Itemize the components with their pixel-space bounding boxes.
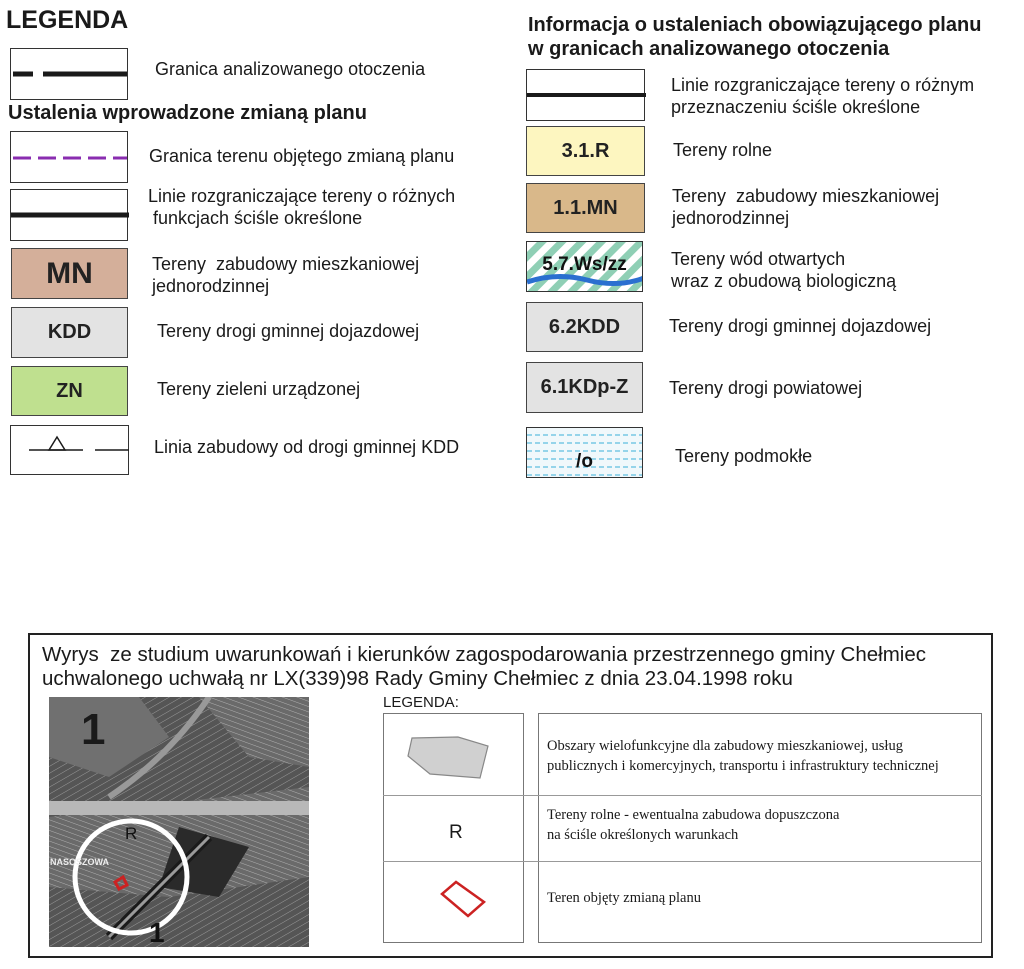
- study-legend-divider-1: [383, 795, 982, 796]
- o-label: Tereny podmokłe: [675, 446, 813, 466]
- change-area-icon: [436, 876, 492, 920]
- multifunction-area-text: Obszary wielofunkcyjne dla zabudowy mieszkaniowej, usług publicznych i komercyjnych, transportu i infrastruktury technicznej: [547, 738, 939, 774]
- dividing-lines-label: Linie rozgraniczające tereny o różnych funkcjach ściśle określone: [148, 186, 456, 228]
- study-map: [49, 697, 309, 947]
- triangle-line-icon: [11, 426, 130, 476]
- r-label: Tereny rolne: [673, 140, 773, 160]
- o-code: /o: [576, 451, 593, 472]
- change-boundary-label: Granica terenu objętego zmianą planu: [149, 146, 455, 166]
- mn-label: Tereny zabudowy mieszkaniowej jednorodzinnej: [152, 254, 420, 296]
- map-r-label: R: [125, 824, 138, 843]
- dividing-lines-swatch: [10, 189, 128, 241]
- zn-label: Tereny zieleni urządzonej: [157, 379, 361, 399]
- legend-title: LEGENDA: [6, 6, 129, 34]
- building-line-label: Linia zabudowy od drogi gminnej KDD: [154, 437, 460, 457]
- purple-dash-line-icon: [11, 132, 129, 184]
- agri-symbol: R: [449, 822, 463, 843]
- kdp-label: Tereny drogi powiatowej: [669, 378, 863, 398]
- kdp-swatch: 6.1KDp-Z: [526, 362, 643, 413]
- ws-swatch: [526, 241, 643, 292]
- legend-subtitle: Ustalenia wprowadzone zmianą planu: [8, 102, 367, 124]
- right-legend-title: Informacja o ustaleniach obowiązującego planu w granicach analizowanego otoczenia: [528, 14, 982, 60]
- mn-swatch: MN: [11, 248, 128, 299]
- change-boundary-swatch: [10, 131, 128, 183]
- kdd-plan-label: Tereny drogi gminnej dojazdowej: [669, 316, 932, 336]
- kdd-label: Tereny drogi gminnej dojazdowej: [157, 321, 420, 341]
- change-area-text: Teren objęty zmianą planu: [547, 890, 701, 906]
- analyzed-boundary-label: Granica analizowanego otoczenia: [155, 59, 426, 79]
- o-swatch: [526, 427, 643, 478]
- map-village-label: NASOSZOWA: [50, 857, 110, 867]
- plan-lines-swatch: [526, 69, 645, 121]
- r-swatch: 3.1.R: [526, 126, 645, 176]
- ws-label: Tereny wód otwartych wraz z obudową biologiczną: [671, 249, 897, 291]
- mn-plan-swatch: 1.1.MN: [526, 183, 645, 233]
- map-small-number: 1: [149, 917, 165, 947]
- study-legend-divider-2: [383, 861, 982, 862]
- study-legend-title: LEGENDA:: [383, 694, 459, 711]
- solid-line-icon: [11, 190, 129, 242]
- study-title: Wyrys ze studium uwarunkowań i kierunków zagospodarowania przestrzennego gminy Chełmiec uchwalonego uchwałą nr LX(339)98 Rady Gminy Chełmiec z dnia 23.04.1998 roku: [42, 643, 927, 690]
- mn-plan-label: Tereny zabudowy mieszkaniowej jednorodzinnej: [672, 186, 940, 228]
- agri-text: Tereny rolne - ewentualna zabudowa dopuszczona na ściśle określonych warunkach: [547, 807, 840, 843]
- zn-swatch: ZN: [11, 366, 128, 416]
- analyzed-boundary-swatch: [10, 48, 128, 100]
- building-line-swatch: [10, 425, 129, 475]
- multifunction-area-icon: [400, 732, 500, 782]
- solid-line-icon: [527, 70, 646, 122]
- kdd-swatch: KDD: [11, 307, 128, 358]
- map-number-label: 1: [81, 705, 106, 754]
- kdd-plan-swatch: 6.2KDD: [526, 302, 643, 352]
- dash-line-icon: [11, 49, 129, 101]
- plan-lines-label: Linie rozgraniczające tereny o różnym przeznaczeniu ściśle określone: [671, 75, 975, 117]
- ws-code: 5.7.Ws/zz: [542, 254, 627, 275]
